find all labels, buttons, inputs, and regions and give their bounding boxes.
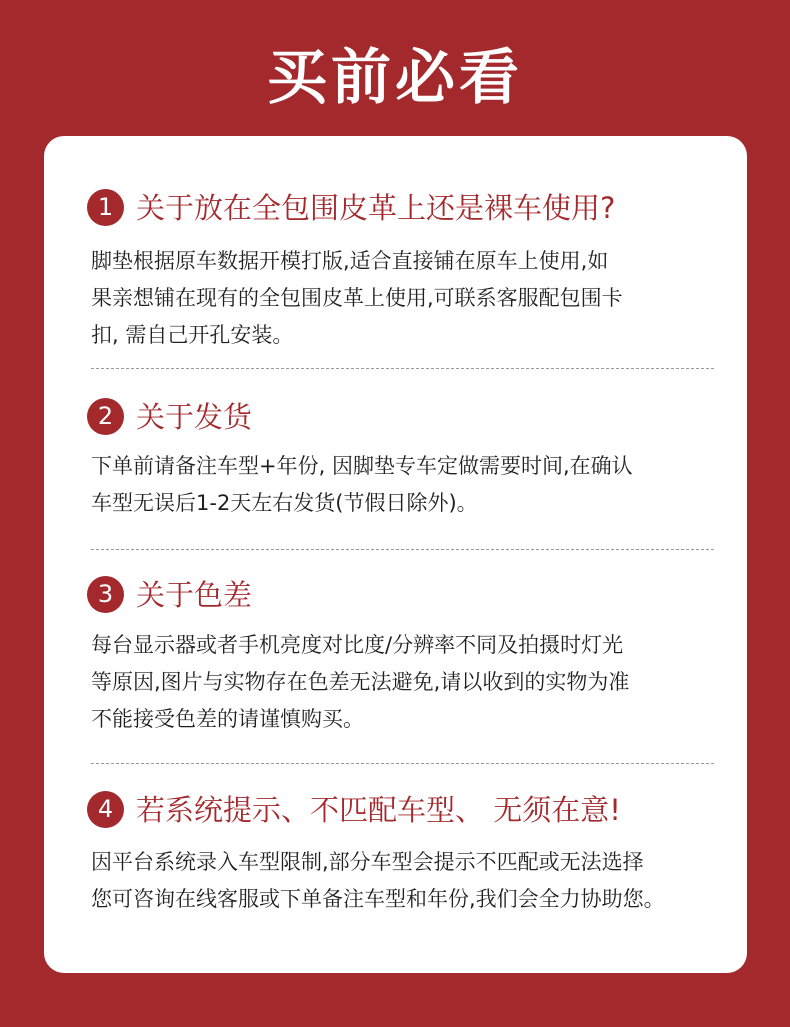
section-3-body — [91, 627, 701, 738]
section-4-line-2: 您可咨询在线客服或下单备注车型和年份,我们会全力协助您。 — [91, 887, 665, 911]
section-4-body — [91, 844, 701, 918]
section-2-line-2: 车型无误后1-2天左右发货(节假日除外)。 — [91, 491, 478, 515]
section-1-body — [91, 243, 701, 354]
section-3-line-3: 不能接受色差的请谨慎购买。 — [91, 707, 364, 731]
section-divider — [91, 763, 714, 764]
section-4-line-1: 因平台系统录入车型限制,部分车型会提示不匹配或无法选择 — [91, 850, 644, 874]
page-title: 买前必看 — [267, 43, 523, 113]
section-1-heading: 关于放在全包围皮革上还是裸车使用? — [136, 191, 616, 225]
section-3-heading: 关于色差 — [136, 578, 253, 612]
section-3-line-1: 每台显示器或者手机亮度对比度/分辨率不同及拍摄时灯光 — [91, 633, 624, 657]
section-2-heading: 关于发货 — [136, 400, 253, 434]
section-3-line-2: 等原因,图片与实物存在色差无法避免,请以收到的实物为准 — [91, 670, 630, 694]
section-2-line-1: 下单前请备注车型+年份, 因脚垫专车定做需要时间,在确认 — [91, 454, 633, 478]
section-1-number-badge: 1 — [87, 189, 124, 226]
section-3-number-badge: 3 — [87, 576, 124, 613]
section-1-line-2: 果亲想铺在现有的全包围皮革上使用,可联系客服配包围卡 — [91, 286, 623, 310]
section-4-number-badge: 4 — [87, 791, 124, 828]
section-divider — [91, 368, 714, 369]
notice-card — [44, 136, 747, 973]
section-4-heading: 若系统提示、不匹配车型、 无须在意! — [136, 793, 621, 827]
section-2-number-badge: 2 — [87, 398, 124, 435]
section-2-body — [91, 448, 701, 522]
section-1-line-3: 扣, 需自己开孔安装。 — [91, 323, 294, 347]
section-1-line-1: 脚垫根据原车数据开模打版,适合直接铺在原车上使用,如 — [91, 249, 609, 273]
section-divider — [91, 549, 714, 550]
